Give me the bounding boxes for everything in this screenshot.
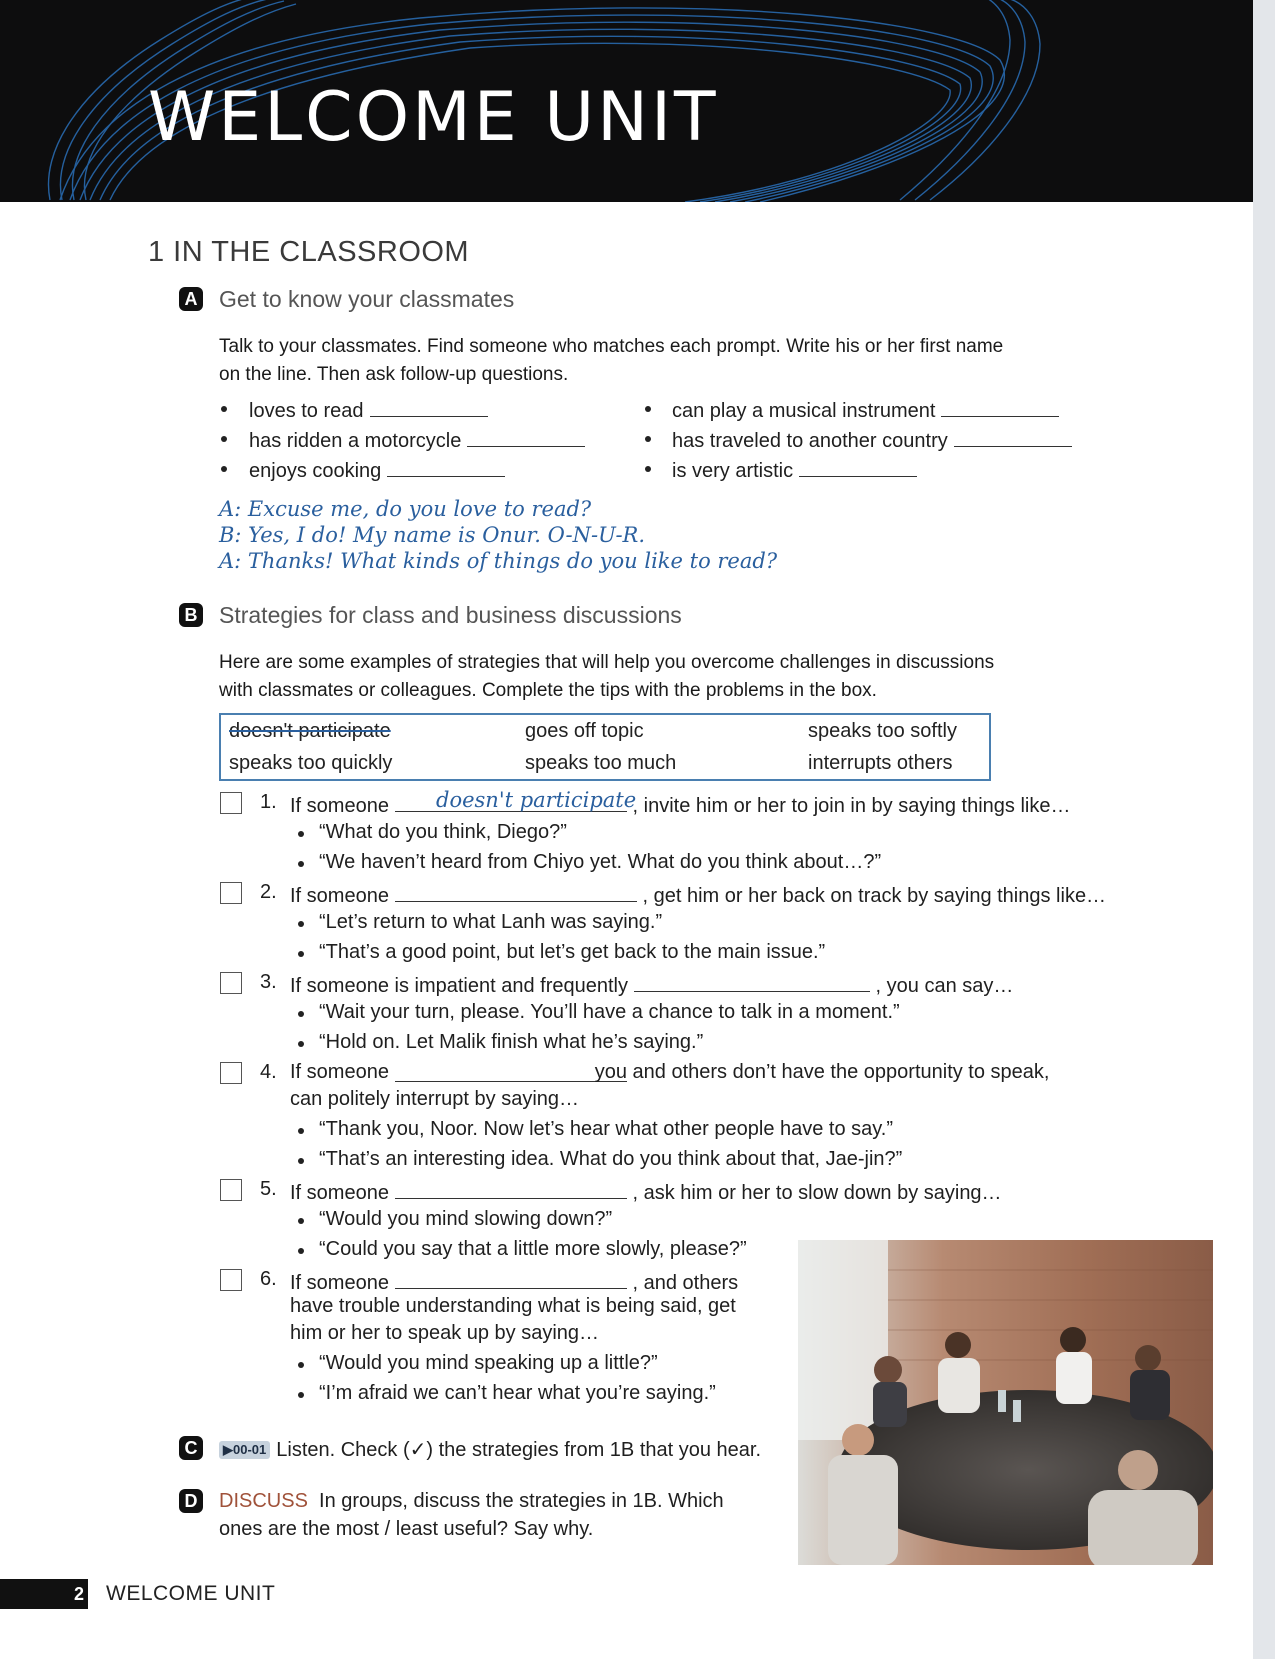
bullet — [298, 831, 304, 837]
tip-example: “I’m afraid we can’t hear what you’re saying.” — [319, 1382, 716, 1404]
word-box-item: speaks too softly — [808, 720, 957, 742]
bullet — [298, 921, 304, 927]
tip-number: 1. — [260, 791, 277, 813]
unit-title: WELCOME UNIT — [148, 78, 719, 157]
answer-line[interactable] — [370, 396, 488, 417]
tip-example: “Let’s return to what Lanh was saying.” — [319, 911, 663, 933]
tip-example: “Would you mind speaking up a little?” — [319, 1352, 658, 1374]
bullet — [645, 436, 651, 442]
section-title: 1 IN THE CLASSROOM — [148, 236, 470, 268]
discuss-label: DISCUSS — [219, 1490, 308, 1512]
tip-example: “We haven’t heard from Chiyo yet. What do you think about…?” — [319, 851, 882, 873]
bullet — [298, 861, 304, 867]
tip-number: 6. — [260, 1268, 277, 1290]
tip-example: “Thank you, Noor. Now let’s hear what other people have to say.” — [319, 1118, 894, 1140]
bullet — [221, 436, 227, 442]
tip-text-continued: have trouble understanding what is being said, get — [290, 1295, 736, 1317]
bullet — [298, 1362, 304, 1368]
tip-example: “Hold on. Let Malik finish what he’s saying.” — [319, 1031, 704, 1053]
part-b-subtitle: Strategies for class and business discussions — [219, 602, 682, 628]
bullet — [221, 466, 227, 472]
word-box-item: goes off topic — [525, 720, 644, 742]
instruction-line: Talk to your classmates. Find someone who matches each prompt. Write his or her first name — [219, 336, 1004, 357]
tip-example: “Would you mind slowing down?” — [319, 1208, 613, 1230]
bullet — [298, 1392, 304, 1398]
tip-text-continued: him or her to speak up by saying… — [290, 1322, 600, 1344]
bullet — [298, 1158, 304, 1164]
tip-example: “Wait your turn, please. You’ll have a chance to talk in a moment.” — [319, 1001, 900, 1023]
blank-trailing-word: you — [594, 1061, 627, 1083]
tip-number: 2. — [260, 881, 277, 903]
prompt-item: is very artistic — [672, 456, 917, 483]
answer-line[interactable] — [395, 881, 637, 902]
prompt-item: can play a musical instrument — [672, 396, 1059, 423]
word-box — [219, 713, 991, 781]
answer-line[interactable] — [941, 396, 1059, 417]
dialogue-line: A: Thanks! What kinds of things do you like to read? — [219, 549, 778, 573]
meeting-photo — [798, 1240, 1213, 1565]
tip-text: If someone , invite him or her to join in by saying things like… — [290, 791, 1071, 818]
tip-text: If someone , ask him or her to slow down by saying… — [290, 1178, 1002, 1205]
header-banner — [0, 0, 1253, 202]
part-c-badge: C — [179, 1436, 203, 1460]
answer-line[interactable] — [395, 1178, 627, 1199]
prompt-item: has ridden a motorcycle — [249, 426, 585, 453]
tip-text-continued: can politely interrupt by saying… — [290, 1088, 580, 1110]
bullet — [645, 466, 651, 472]
part-b-badge: B — [179, 603, 203, 627]
part-a-instructions — [219, 333, 1119, 389]
part-d-instruction: DISCUSS In groups, discuss the strategies in 1B. Which — [219, 1490, 724, 1512]
tip-example: “That’s a good point, but let’s get back to the main issue.” — [319, 941, 826, 963]
part-a-badge: A — [179, 287, 203, 311]
bullet — [298, 1041, 304, 1047]
tip-example: “Could you say that a little more slowly, please?” — [319, 1238, 747, 1260]
answer-line[interactable] — [395, 1061, 627, 1082]
tip-checkbox[interactable] — [220, 882, 242, 904]
bullet — [298, 1248, 304, 1254]
tip-text: If someone is impatient and frequently , you can say… — [290, 971, 1013, 998]
instruction-line: Here are some examples of strategies that will help you overcome challenges in discussions — [219, 652, 995, 673]
answer-line[interactable] — [634, 971, 870, 992]
tip-checkbox[interactable] — [220, 972, 242, 994]
prompt-item: enjoys cooking — [249, 456, 505, 483]
tip-number: 5. — [260, 1178, 277, 1200]
tip-example: “What do you think, Diego?” — [319, 821, 567, 843]
part-d-badge: D — [179, 1489, 203, 1513]
tip-example: “That’s an interesting idea. What do you think about that, Jae-jin?” — [319, 1148, 903, 1170]
dialogue-line: A: Excuse me, do you love to read? — [219, 497, 592, 521]
audio-play-icon[interactable]: ▶00-01 — [219, 1441, 270, 1459]
tip-checkbox[interactable] — [220, 1062, 242, 1084]
part-c-instruction: ▶00-01 Listen. Check (✓) the strategies from 1B that you hear. — [219, 1437, 761, 1462]
prompt-item: has traveled to another country — [672, 426, 1072, 453]
prompt-item: loves to read — [249, 396, 488, 423]
instruction-line: on the line. Then ask follow-up questions. — [219, 364, 569, 385]
bullet — [221, 406, 227, 412]
part-a-subtitle: Get to know your classmates — [219, 286, 515, 312]
bullet — [298, 1011, 304, 1017]
tip-checkbox[interactable] — [220, 792, 242, 814]
bullet — [298, 1218, 304, 1224]
tip-number: 4. — [260, 1061, 277, 1083]
bullet — [298, 1128, 304, 1134]
answer-line[interactable] — [799, 456, 917, 477]
answer-line[interactable] — [954, 426, 1072, 447]
footer-unit-name: WELCOME UNIT — [106, 1582, 276, 1605]
instruction-line: with classmates or colleagues. Complete the tips with the problems in the box. — [219, 680, 877, 701]
dialogue-line: B: Yes, I do! My name is Onur. O-N-U-R. — [219, 523, 646, 547]
tip-checkbox[interactable] — [220, 1179, 242, 1201]
tip-checkbox[interactable] — [220, 1269, 242, 1291]
word-box-item: speaks too much — [525, 752, 677, 774]
bullet — [298, 951, 304, 957]
tip-number: 3. — [260, 971, 277, 993]
answer-line[interactable] — [467, 426, 585, 447]
tip-text: If someone , get him or her back on track by saying things like… — [290, 881, 1106, 908]
part-d-instruction-continued: ones are the most / least useful? Say why. — [219, 1518, 594, 1540]
page-number: 2 — [0, 1579, 88, 1609]
answer-line[interactable] — [387, 456, 505, 477]
handwritten-answer: doesn't participate — [436, 788, 637, 812]
answer-line[interactable] — [395, 1268, 627, 1289]
tip-text: If someone you and others don’t have the opportunity to speak, — [290, 1061, 1050, 1083]
bullet — [645, 406, 651, 412]
word-box-item: interrupts others — [808, 752, 953, 774]
word-box-item: doesn't participate — [229, 720, 391, 742]
part-b-instructions — [219, 649, 1119, 705]
page-edge-strip — [1253, 0, 1275, 1659]
word-box-item: speaks too quickly — [229, 752, 393, 774]
tip-text: If someone , and others — [290, 1268, 738, 1295]
